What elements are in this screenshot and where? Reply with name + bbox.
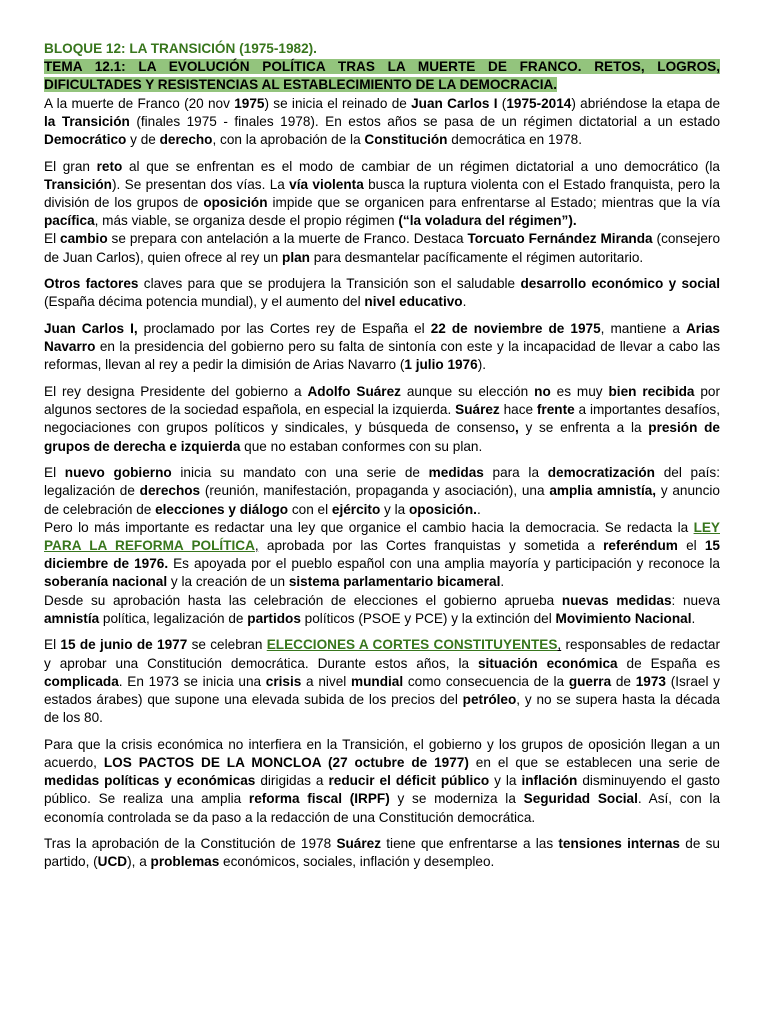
- text-run: (España décima potencia mundial), y el aumento del: [44, 294, 365, 310]
- bold-term: 1975: [234, 95, 265, 111]
- text-run: responsables de redactar y aprobar una Constitución democrática. Durante estos años, la: [44, 637, 720, 671]
- text-run: , mantiene a: [600, 321, 686, 337]
- paragraph: [44, 736, 720, 827]
- bold-term: reto: [96, 158, 123, 174]
- text-run: Para que la crisis económica no interfiera en la Transición, el gobierno y los grupos de oposición llegan a un acuerdo,: [44, 736, 720, 771]
- text-run: del país: legalización de: [44, 465, 721, 499]
- text-run: se prepara con antelación a la muerte de Franco. Destaca: [107, 231, 468, 247]
- bold-term: problemas: [150, 854, 220, 870]
- paragraph: [44, 835, 720, 871]
- text-run: busca la ruptura violenta con el Estado franquista, pero la división de los grupos de: [44, 176, 720, 211]
- bold-term: (“la voladura del régimen”).: [398, 213, 577, 229]
- bold-term: 1 julio 1976: [404, 357, 478, 373]
- text-run: .: [462, 294, 467, 310]
- bold-term: pacífica: [44, 213, 95, 229]
- document-title: BLOQUE 12: LA TRANSICIÓN (1975-1982).: [44, 41, 317, 56]
- bold-term: nuevo gobierno: [64, 465, 172, 481]
- bold-term: sistema parlamentario bicameral: [288, 574, 501, 590]
- text-run: para desmantelar pacíficamente el régimen autoritario.: [309, 249, 644, 265]
- text-run: proclamado por las Cortes rey de España el: [137, 321, 431, 337]
- text-run: claves para que se produjera la Transición son el saludable: [138, 276, 521, 292]
- highlighted-term: ELECCIONES A CORTES CONSTITUYENTES: [266, 637, 558, 653]
- text-run: con el: [288, 501, 332, 517]
- bold-term: medidas: [428, 465, 484, 481]
- bold-term: la Transición: [44, 113, 130, 129]
- text-run: : nueva: [671, 592, 721, 608]
- paragraph: [44, 592, 720, 628]
- bold-term: elecciones y diálogo: [155, 501, 289, 517]
- bold-term: referéndum: [603, 538, 678, 554]
- bold-term: Juan Carlos I: [411, 95, 498, 111]
- bold-term: amplia amnistía,: [549, 483, 657, 499]
- bold-term: 1973: [635, 673, 666, 689]
- text-run: hace: [499, 402, 537, 418]
- text-run: El: [44, 637, 61, 653]
- text-run: y anuncio de celebración de: [44, 483, 720, 517]
- document-page: [44, 40, 720, 872]
- text-run: se celebran: [187, 637, 267, 653]
- text-run: en la presidencia del gobierno pero su falta de sintonía con este y la incapacidad de llevar a cabo las reformas, llevan al rey a pedir la dimisión de Arias Navarro (: [44, 339, 720, 373]
- text-run: ). Se presentan dos vías. La: [112, 176, 290, 192]
- text-run: ,: [254, 538, 259, 554]
- text-run: El: [44, 465, 65, 481]
- text-run: (reunión, manifestación, propaganda y asociación), una: [200, 483, 550, 499]
- text-run: .: [691, 610, 696, 626]
- paragraph: [44, 383, 720, 456]
- bold-term: reducir el déficit público: [328, 773, 490, 789]
- text-run: El: [44, 231, 61, 247]
- bold-term: complicada: [44, 673, 119, 689]
- bold-term: ,: [514, 420, 519, 436]
- bold-term: presión de grupos de derecha e izquierda: [44, 420, 720, 454]
- text-run: de su partido, (: [44, 836, 720, 870]
- text-run: el: [677, 538, 705, 554]
- bold-term: democratización: [547, 465, 655, 481]
- text-run: es muy: [550, 384, 609, 400]
- text-run: . En 1973 se inicia una: [118, 673, 266, 689]
- text-run: . Así, con la economía controlada se da paso a la redacción de una Constitución democrática.: [44, 791, 721, 825]
- bold-term: vía violenta: [289, 176, 364, 192]
- bold-term: derecho: [159, 132, 213, 148]
- bold-term: desarrollo económico y social: [520, 276, 720, 292]
- paragraph: [44, 158, 720, 231]
- text-run: .: [500, 574, 505, 590]
- topic-heading-highlight: TEMA 12.1: LA EVOLUCIÓN POLÍTICA TRAS LA MUERTE DE FRANCO. RETOS, LOGROS, DIFICULTADES Y RESISTENCIAS AL ESTABLECIMIENTO DE LA DEMOCRACIA.: [44, 59, 720, 93]
- text-run: ).: [477, 357, 486, 373]
- text-run: Tras la aprobación de la Constitución de 1978: [44, 836, 337, 852]
- bold-term: reforma fiscal (IRPF): [248, 791, 390, 807]
- text-run: ) abriéndose la etapa de: [571, 95, 721, 111]
- bold-term: 15 de junio de 1977: [60, 637, 188, 653]
- bold-term: inflación: [521, 773, 578, 789]
- text-run: ) se inicia el reinado de: [264, 95, 412, 111]
- text-run: y de: [126, 132, 160, 148]
- paragraph: [44, 320, 720, 375]
- bold-term: petróleo: [462, 692, 517, 708]
- topic-heading: [44, 58, 720, 94]
- bold-term: Democrático: [44, 132, 127, 148]
- bold-term: Torcuato Fernández Miranda: [467, 231, 653, 247]
- text-run: , y no se supera hasta la década de los 80.: [44, 692, 720, 726]
- bold-term: derechos: [139, 483, 201, 499]
- text-run: dirigidas a: [255, 773, 329, 789]
- bold-term: mundial: [351, 673, 404, 689]
- bold-term: Otros factores: [44, 276, 139, 292]
- text-run: (consejero de Juan Carlos), quien ofrece al rey un: [44, 231, 721, 265]
- bold-term: Adolfo Suárez: [307, 384, 401, 400]
- paragraph: [44, 230, 720, 266]
- bold-term: ejército: [331, 501, 381, 517]
- bold-term: Suárez: [455, 402, 500, 418]
- text-run: a nivel: [301, 673, 352, 689]
- text-run: como consecuencia de la: [403, 673, 569, 689]
- text-run: para la: [483, 465, 548, 481]
- text-run: económicos, sociales, inflación y desempleo.: [219, 854, 495, 870]
- bold-term: amnistía: [44, 610, 100, 626]
- text-run: El gran: [44, 158, 97, 174]
- bold-term: crisis: [265, 673, 302, 689]
- paragraph: [44, 519, 720, 592]
- text-run: , más viable, se organiza desde el propio régimen: [94, 213, 399, 229]
- text-run: (Israel y estados árabes) que supone una elevada subida de los precios del: [44, 673, 720, 708]
- bold-term: situación económica: [478, 655, 618, 671]
- bold-term: Juan Carlos I,: [44, 321, 138, 337]
- paragraph: [44, 636, 720, 727]
- text-run: Desde su aprobación hasta las celebración de elecciones el gobierno aprueba: [44, 592, 562, 608]
- highlighted-term: LEY PARA LA REFORMA POLÍTICA: [44, 519, 720, 554]
- bold-term: soberanía nacional: [44, 574, 168, 590]
- text-run: que no estaban conformes con su plan.: [240, 438, 483, 454]
- bold-term: nivel educativo: [364, 294, 463, 310]
- text-run: A la muerte de Franco (20 nov: [44, 95, 235, 111]
- bold-term: 1975-2014: [506, 95, 572, 111]
- text-run: , con la aprobación de la: [212, 132, 365, 148]
- bold-term: cambio: [60, 231, 108, 247]
- text-run: democrática en 1978.: [447, 132, 582, 148]
- bold-term: partidos: [247, 610, 301, 626]
- text-run: a importantes desafíos, negociaciones con grupos políticos y sindicales, y búsqueda de consenso: [44, 402, 720, 436]
- bold-term: Seguridad Social: [523, 791, 638, 807]
- text-run: ), a: [127, 854, 151, 870]
- bold-term: nuevas medidas: [561, 592, 672, 608]
- bold-term: Arias Navarro: [44, 321, 720, 355]
- bold-term: bien recibida: [608, 384, 695, 400]
- bold-term: plan: [282, 249, 310, 265]
- bold-term: tensiones internas: [558, 836, 680, 852]
- bold-term: oposición.: [408, 501, 477, 517]
- bold-term: guerra: [568, 673, 612, 689]
- text-run: disminuyendo el gasto público. Se realiza una amplia: [44, 773, 720, 807]
- text-run: (finales 1975 - finales 1978). En estos años se pasa de un régimen dictatorial a un estado: [129, 113, 721, 129]
- text-run: políticos (PSOE y PCE) y la extinción del: [300, 610, 556, 626]
- text-run: tiene que enfrentarse a las: [381, 836, 559, 852]
- paragraph: [44, 95, 720, 150]
- text-run: El rey designa Presidente del gobierno a: [44, 384, 308, 400]
- text-run: al que se enfrentan es el modo de cambiar de un régimen dictatorial a uno democrático (la: [122, 158, 720, 174]
- bold-term: 15 diciembre de 1976.: [44, 538, 720, 572]
- text-run: inicia su mandato con una serie de: [171, 465, 429, 481]
- bold-term: Movimiento Nacional: [555, 610, 692, 626]
- bold-term: 22 de noviembre de 1975: [430, 321, 601, 337]
- text-run: en el que se establecen una serie de: [468, 755, 720, 771]
- paragraph: [44, 464, 720, 519]
- text-run: y se moderniza la: [389, 791, 524, 807]
- bold-term: UCD: [97, 854, 128, 870]
- text-run: ,: [557, 637, 562, 653]
- bold-term: frente: [536, 402, 575, 418]
- text-run: y la: [380, 501, 409, 517]
- text-run: de: [611, 673, 636, 689]
- text-run: .: [476, 501, 481, 517]
- bold-term: medidas políticas y económicas: [44, 773, 256, 789]
- text-run: de España es: [617, 655, 720, 671]
- text-run: y la: [489, 773, 522, 789]
- text-run: (: [497, 95, 507, 111]
- text-run: política, legalización de: [99, 610, 248, 626]
- paragraph: [44, 275, 720, 311]
- text-run: por algunos sectores de la sociedad española, en especial la izquierda.: [44, 384, 721, 418]
- text-run: y se enfrenta a la: [518, 420, 649, 436]
- text-run: Es apoyada por el pueblo español con una amplia mayoría y participación y reconoce la: [168, 556, 720, 572]
- bold-term: Transición: [44, 176, 112, 192]
- text-run: impide que se organicen para enfrentarse al Estado; mientras que la vía: [267, 195, 721, 211]
- bold-term: LOS PACTOS DE LA MONCLOA (27 octubre de 1977): [103, 755, 469, 771]
- bold-term: Suárez: [336, 836, 382, 852]
- text-run: aprobada por las Cortes franquistas y sometida a: [258, 538, 604, 554]
- text-run: aunque su elección: [400, 384, 535, 400]
- bold-term: no: [534, 384, 551, 400]
- text-run: Pero lo más importante es redactar una ley que organice el cambio hacia la democracia. Se redacta la: [44, 519, 694, 535]
- bold-term: oposición: [203, 195, 268, 211]
- text-run: y la creación de un: [167, 574, 289, 590]
- bold-term: Constitución: [364, 132, 448, 148]
